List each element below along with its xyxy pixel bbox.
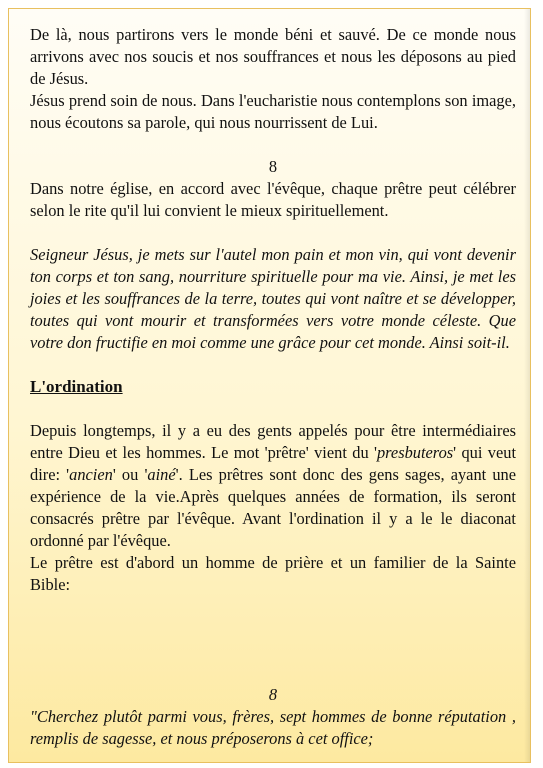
section-heading-ordination: L'ordination bbox=[30, 377, 123, 396]
spacer bbox=[30, 596, 516, 684]
text-run: '. Les prêtres sont donc des gens sages, ayant une expérience de la vie.Après quelques années de formation, ils seront consacrés prêtre par l'évêque. Avant l'ordination il y a le le diaconat ordonné par l'évêque. bbox=[30, 465, 516, 550]
text-run: Depuis longtemps, il y a eu des gents appelés pour être intermédiaires entre Dieu et les hommes. Le mot ' bbox=[30, 421, 516, 462]
word-pretre: prêtre bbox=[267, 443, 306, 462]
document-page bbox=[8, 8, 531, 763]
text-run: ' qui veut dire: ' bbox=[30, 443, 516, 484]
spacer bbox=[30, 222, 516, 244]
spacer bbox=[30, 134, 516, 156]
paragraph-homme-priere: Le prêtre est d'abord un homme de prière et un familier de la Sainte Bible: bbox=[30, 553, 516, 594]
page-content bbox=[30, 24, 516, 750]
text-run: ' ou ' bbox=[112, 465, 148, 484]
prayer-text: Seigneur Jésus, je mets sur l'autel mon pain et mon vin, qui vont devenir ton corps et ton sang, nourriture spirituelle pour ma vie. Ainsi, je met les joies et les souffrances de la terre, toutes qui vont naître et se développer, toutes qui vont mourir et transformées vers votre monde céleste. Que votre don fructifie en moi comme une grâce pour cet monde. Ainsi soit-il. bbox=[30, 245, 516, 352]
word-ancien: ancien bbox=[69, 465, 113, 484]
text-run: ' vient du ' bbox=[305, 443, 377, 462]
word-presbuteros: presbuteros bbox=[376, 443, 454, 462]
paragraph-intermediaires bbox=[30, 420, 516, 552]
quote-text: "Cherchez plutôt parmi vous, frères, sept hommes de bonne réputation , remplis de sagesse, et nous préposerons à cet office; bbox=[30, 707, 516, 748]
paragraph-eucharistie: Jésus prend soin de nous. Dans l'eucharistie nous contemplons son image, nous écoutons sa parole, qui nous nourrissent de Lui. bbox=[30, 91, 516, 132]
spacer bbox=[30, 354, 516, 376]
paragraph-monde-beni: De là, nous partirons vers le monde béni et sauvé. De ce monde nous arrivons avec nos soucis et nos souffrances et nous les déposons au pied de Jésus. bbox=[30, 25, 516, 88]
page-number-marker: 8 bbox=[268, 685, 278, 704]
paragraph-rite: Dans notre église, en accord avec l'évêque, chaque prêtre peut célébrer selon le rite qu'il lui convient le mieux spirituellement. bbox=[30, 179, 516, 220]
page-number-marker: 8 bbox=[268, 157, 278, 176]
word-aine: ainé bbox=[147, 465, 176, 484]
page-edge-shadow bbox=[524, 9, 530, 762]
spacer bbox=[30, 398, 516, 420]
